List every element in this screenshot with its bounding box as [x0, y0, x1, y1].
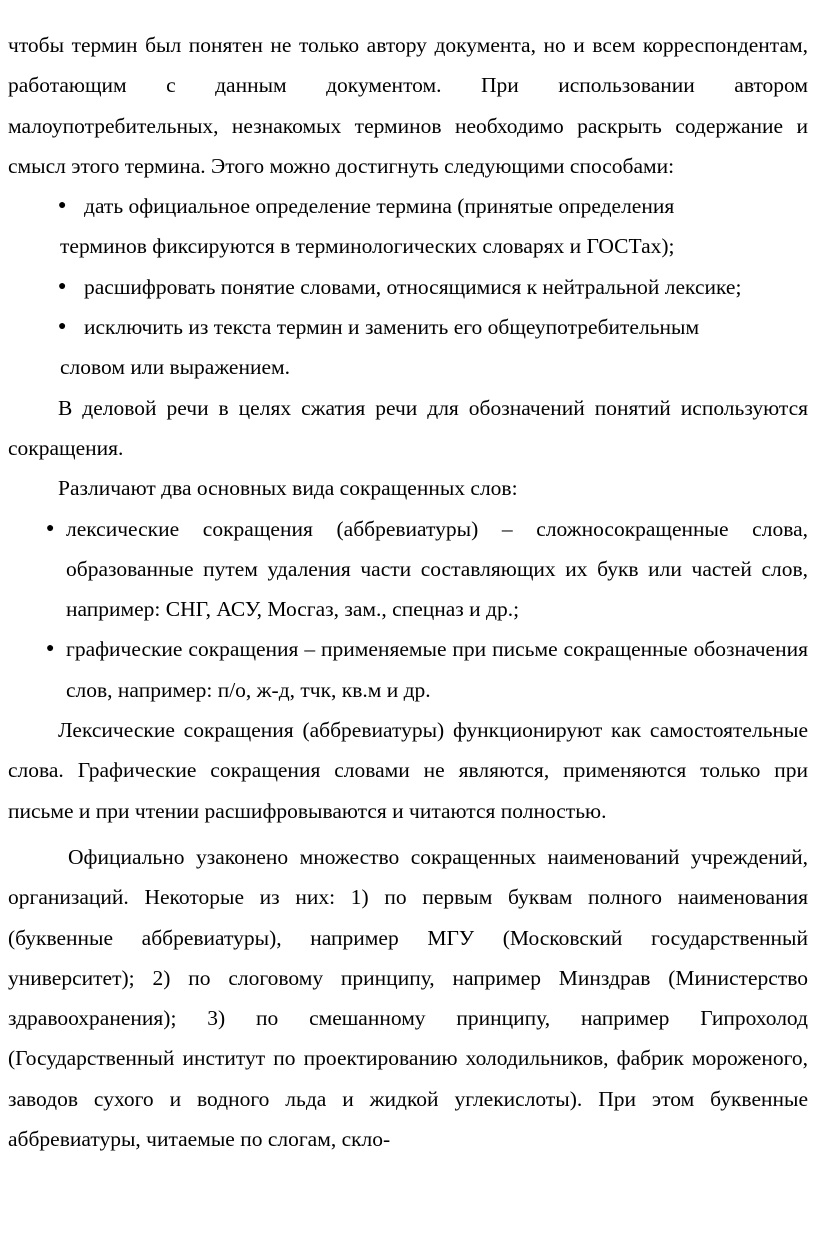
- list-item: [8, 267, 808, 307]
- types-list: [8, 509, 808, 710]
- bullet-icon: ●: [46, 520, 55, 536]
- list-item: [8, 629, 808, 710]
- list-item-text: графические сокращения – применяемые при письме сокращенные обозначения слов, например: п/о, ж-д, тчк, кв.м и др.: [66, 637, 808, 702]
- list-item-text: расшифровать понятие словами, относящимися к нейтральной лексике;: [84, 274, 742, 299]
- list-item-text-continuation: словом или выражением.: [60, 355, 291, 380]
- abbrev-paragraph: В деловой речи в целях сжатия речи для обозначений понятий используются сокращения.: [8, 395, 808, 460]
- list-item-text: дать официальное определение термина (принятые определения: [84, 194, 675, 219]
- document-page: [8, 25, 808, 1159]
- bullet-icon: ●: [58, 278, 67, 294]
- list-item: [8, 186, 808, 267]
- list-item-text-continuation: терминов фиксируются в терминологических словарях и ГОСТах);: [60, 234, 675, 259]
- list-item: [8, 509, 808, 630]
- list-item-text: исключить из текста термин и заменить его общеупотребительным: [84, 315, 700, 340]
- bullet-icon: ●: [58, 198, 67, 214]
- intro-paragraph: чтобы термин был понятен не только автору документа, но и всем корреспондентам, работающим с данным документом. При использовании автором малоупотребительных, незнакомых терминов необходимо раскрыть содержание и смысл этого термина. Этого можно достигнуть следующими способами:: [8, 33, 808, 178]
- methods-list: [8, 186, 808, 387]
- types-intro: Различают два основных вида сокращенных слов:: [58, 476, 518, 501]
- bullet-icon: ●: [46, 641, 55, 657]
- function-paragraph: Лексические сокращения (аббревиатуры) функционируют как самостоятельные слова. Графические сокращения словами не являются, применяются только при письме и при чтении расшифровываются и читаются полностью.: [8, 718, 808, 823]
- list-item-text: лексические сокращения (аббревиатуры) – сложносокращенные слова, образованные путем удаления части составляющих их букв или частей слов, например: СНГ, АСУ, Мосгаз, зам., спецназ и др.;: [66, 516, 808, 622]
- official-paragraph: Официально узаконено множество сокращенных наименований учреждений, организаций. Некоторые из них: 1) по первым буквам полного наименования (буквенные аббревиатуры), например МГУ (Московский государственный университет); 2) по слоговому принципу, например Минздрав (Министерство здравоохранения); 3) по смешанному принципу, например Гипрохолод (Государственный институт по проектированию холодильников, фабрик мороженого, заводов сухого и водного льда и жидкой углекислоты). При этом буквенные аббревиатуры, читаемые по слогам, скло-: [8, 844, 808, 1152]
- list-item: [8, 307, 808, 388]
- bullet-icon: ●: [58, 319, 67, 335]
